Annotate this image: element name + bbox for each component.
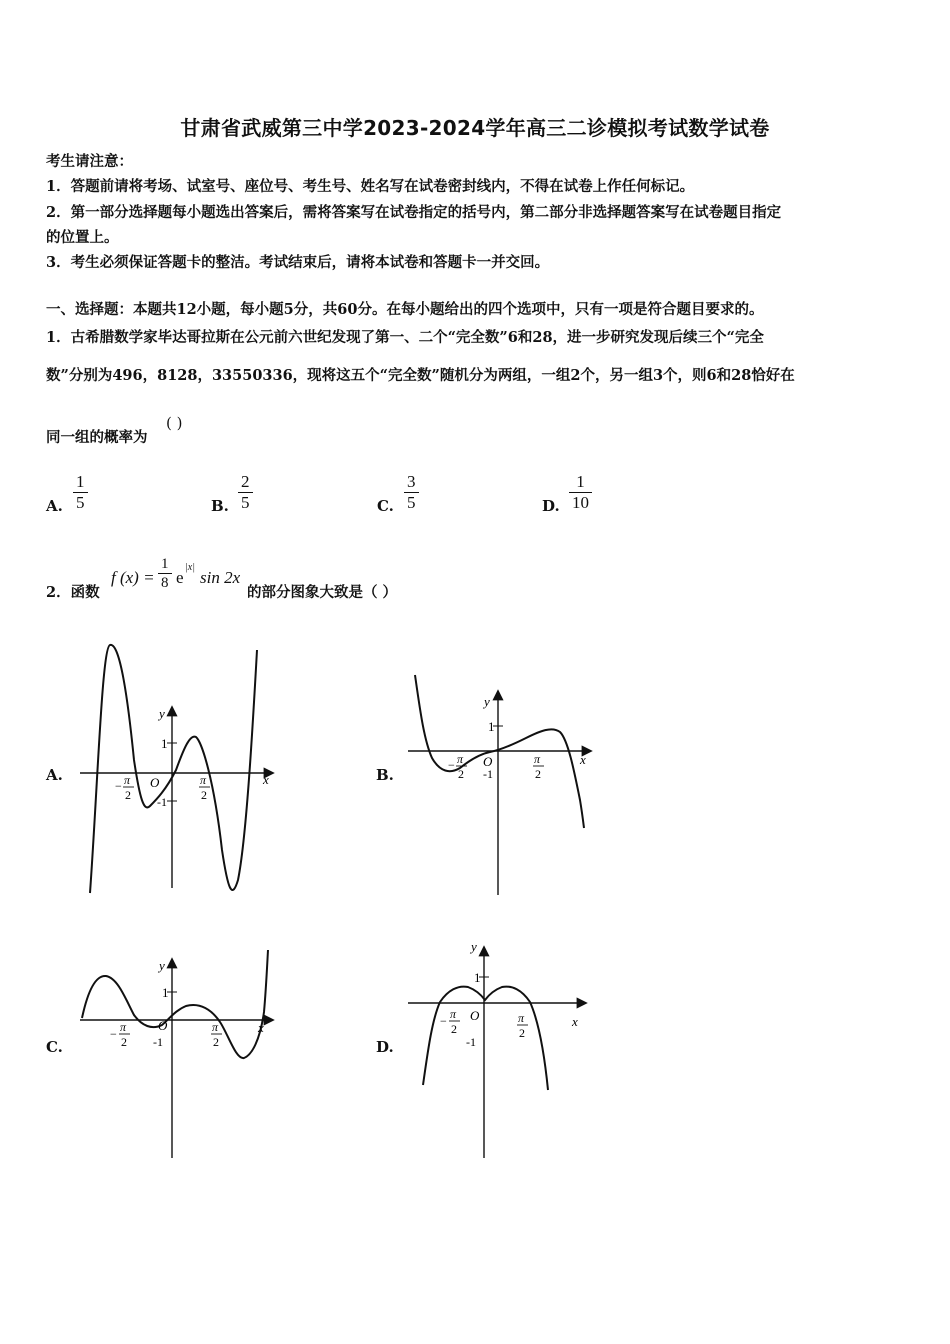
graph-d-curve [423, 987, 548, 1090]
fraction-numerator: 1 [576, 472, 585, 491]
graph-b-label-neg-one: -1 [483, 767, 493, 781]
graph-a-label-one: 1 [161, 736, 168, 751]
graph-c [80, 950, 272, 1158]
page-title: 甘肃省武威第三中学2023-2024学年高三二诊模拟考试数学试卷 [180, 116, 770, 140]
q1-option-a-letter: A. [46, 497, 63, 515]
graph-a-label-pi: π [200, 773, 207, 787]
graph-d-label-two-left: 2 [451, 1022, 457, 1036]
graph-b-label-pi: π [534, 752, 541, 766]
notice-item-2-cont: 的位置上。 [46, 229, 119, 246]
graph-c-label-x: x [258, 1020, 264, 1035]
graph-b [408, 675, 590, 895]
graph-a [80, 645, 272, 893]
graph-c-label-neg-one: -1 [153, 1035, 163, 1049]
graph-c-label-neg-pi: π [120, 1020, 127, 1034]
graph-b-label-origin: O [483, 754, 493, 769]
q2-formula-lhs: f (x) = [111, 568, 155, 587]
q2-suffix: 的部分图象大致是（ ） [247, 584, 398, 601]
q1-option-b-letter: B. [211, 497, 229, 515]
q2-option-d-letter: D. [376, 1038, 394, 1056]
graph-a-label-origin: O [150, 775, 160, 790]
notice-item-1: 1．答题前请将考场、试室号、座位号、考生号、姓名写在试卷密封线内，不得在试卷上作任何标记。 [46, 178, 695, 195]
fraction-denominator: 8 [161, 575, 169, 591]
q2-formula-trig: sin 2x [200, 568, 241, 587]
graph-d-label-minus: − [440, 1014, 447, 1028]
graph-a-label-minus: − [115, 779, 122, 793]
q2-option-a-letter: A. [46, 766, 63, 784]
graph-a-label-two-left: 2 [125, 788, 131, 802]
graph-d [408, 939, 585, 1158]
graph-b-label-two-left: 2 [458, 767, 464, 781]
q1-answer-paren: ( ) [166, 414, 183, 432]
graph-d-label-neg-pi: π [450, 1007, 457, 1021]
q1-line-3: 同一组的概率为 [46, 429, 148, 446]
graph-b-label-x: x [580, 752, 586, 767]
graph-c-label-two-left: 2 [121, 1035, 127, 1049]
graph-a-label-y: y [159, 706, 165, 721]
q2-prefix: 2．函数 [46, 584, 100, 601]
q1-option-c-letter: C. [377, 497, 394, 515]
q1-line-2: 数”分别为496，8128，33550336，现将这五个“完全数”随机分为两组，一组2个，另一组3个，则6和28恰好在 [46, 367, 795, 384]
graph-b-label-y: y [484, 694, 490, 709]
q2-formula-exponent: |x| [185, 562, 195, 573]
graph-d-label-pi: π [518, 1011, 525, 1025]
graph-b-label-one: 1 [488, 719, 495, 734]
graph-d-label-one: 1 [474, 970, 481, 985]
graph-d-label-y: y [471, 939, 477, 954]
graph-b-label-two-right: 2 [535, 767, 541, 781]
graph-d-label-origin: O [470, 1008, 480, 1023]
graph-a-label-x: x [263, 772, 269, 787]
q2-formula-base: e [176, 568, 184, 587]
graph-c-label-two-right: 2 [213, 1035, 219, 1049]
fraction-numerator: 3 [407, 472, 416, 491]
q1-line-1: 1．古希腊数学家毕达哥拉斯在公元前六世纪发现了第一、二个“完全数”6和28，进一步研究发现后续三个“完全 [46, 329, 764, 346]
section-heading: 一、选择题：本题共12小题，每小题5分，共60分。在每小题给出的四个选项中，只有一项是符合题目要求的。 [46, 301, 764, 318]
fraction-denominator: 5 [241, 493, 250, 512]
q2-option-b-letter: B. [376, 766, 394, 784]
fraction-numerator: 1 [161, 556, 169, 572]
fraction-denominator: 5 [76, 493, 85, 512]
graph-b-label-neg-pi: π [457, 752, 464, 766]
graph-d-label-x: x [572, 1014, 578, 1029]
graph-d-label-two-right: 2 [519, 1026, 525, 1040]
graph-c-label-one: 1 [162, 985, 169, 1000]
graph-a-label-two-right: 2 [201, 788, 207, 802]
graph-c-curve [82, 950, 268, 1058]
notice-heading: 考生请注意： [46, 153, 133, 170]
graph-c-label-minus: − [110, 1027, 117, 1041]
graph-c-label-origin: O [158, 1018, 168, 1033]
q2-option-c-letter: C. [46, 1038, 63, 1056]
notice-item-3: 3．考生必须保证答题卡的整洁。考试结束后，请将本试卷和答题卡一并交回。 [46, 254, 550, 271]
q1-option-d-letter: D. [542, 497, 560, 515]
graph-a-label-neg-pi: π [124, 773, 131, 787]
graph-c-label-pi: π [212, 1020, 219, 1034]
notice-item-2: 2．第一部分选择题每小题选出答案后，需将答案写在试卷指定的括号内，第二部分非选择题答案写在试卷题目指定 [46, 204, 782, 221]
graph-b-label-minus: − [448, 758, 455, 772]
fraction-denominator: 5 [407, 493, 416, 512]
graph-a-label-neg-one: -1 [157, 795, 167, 809]
graph-a-curve [90, 645, 257, 893]
graph-c-label-y: y [159, 958, 165, 973]
fraction-denominator: 10 [572, 493, 589, 512]
graph-d-label-neg-one: -1 [466, 1035, 476, 1049]
fraction-numerator: 2 [241, 472, 250, 491]
fraction-numerator: 1 [76, 472, 85, 491]
